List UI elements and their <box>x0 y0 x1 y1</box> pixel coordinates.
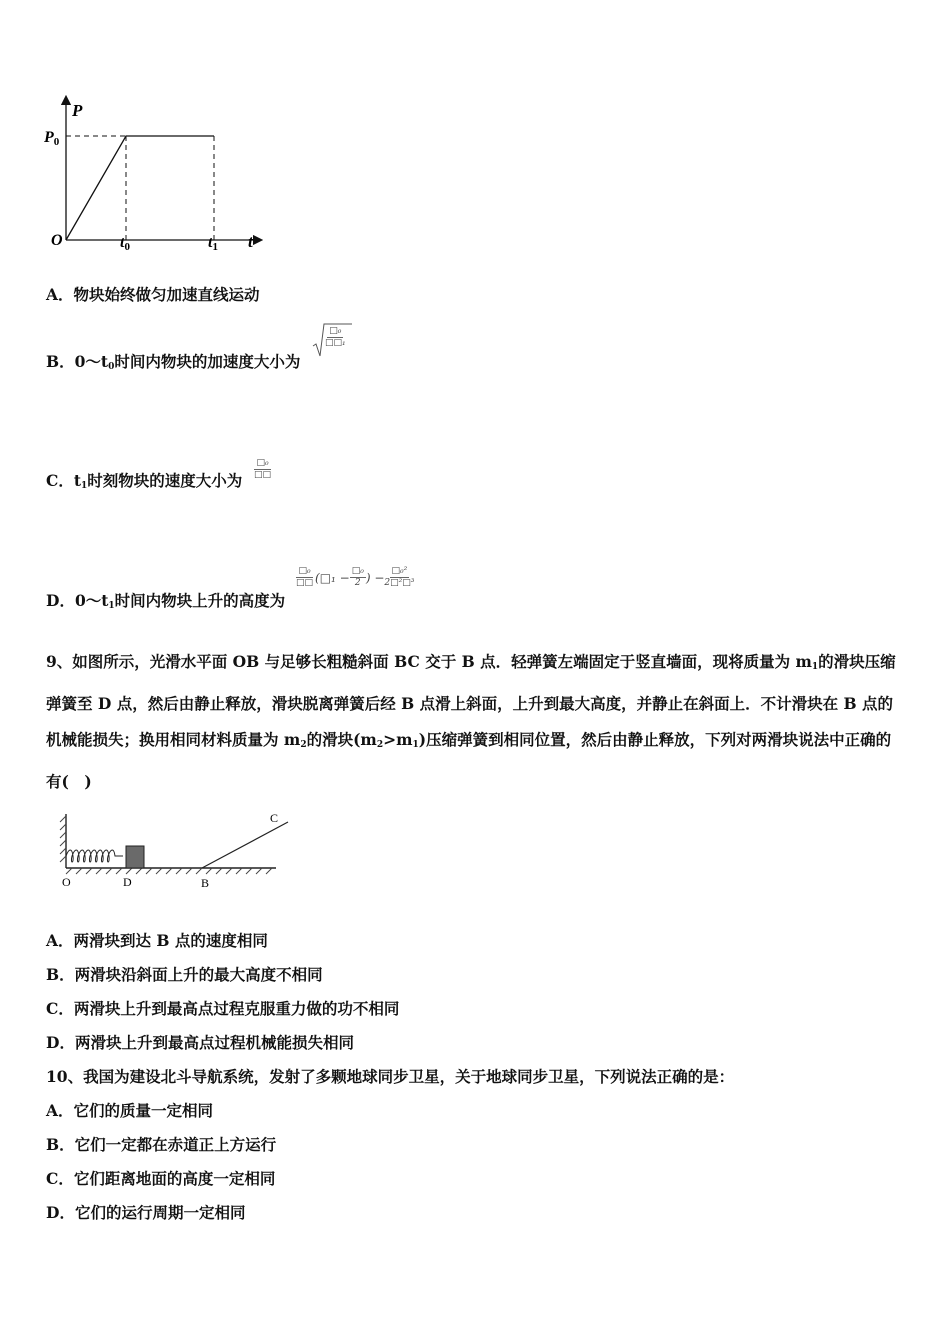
q9-stem: 9、如图所示，光滑水平面 OB 与足够长粗糙斜面 BC 交于 B 点．轻弹簧左端固定于竖直墙面，现将质量为 $m_1$的滑块压缩弹簧至 D 点，然后由静止释放，滑块脱离弹簧后经 B 点滑上斜面，上升到最大高度，并静止在斜面上．不计滑块在 B 点的机械能损失；换用相同材料质量为 $m_2$的滑块$(m_2>m_1)$压缩弹簧到相同位置，然后由静止释放，下列对两滑块说法中正确的有( ) <box>46 652 896 791</box>
q8-formula-d: $\frac{\text{□₀}}{□□}$ (□₁ − $\frac{\text{□₀}}{2}$ ) − $\frac{\text{□₀²}}{\text{2□²□³}}$ <box>296 566 415 588</box>
x-axis-label: t <box>248 232 253 251</box>
q10-option-c: C．它们距离地面的高度一定相同 <box>46 1169 276 1188</box>
q9-option-d: D．两滑块上升到最高点过程机械能损失相同 <box>46 1033 354 1052</box>
q10-option-b: B．它们一定都在赤道正上方运行 <box>46 1135 277 1154</box>
q9-option-c: C．两滑块上升到最高点过程克服重力做的功不相同 <box>46 999 400 1018</box>
q8-option-a: A．物块始终做匀加速直线运动 <box>46 285 260 304</box>
y-axis-label: P <box>72 101 83 120</box>
q9-option-b: B．两滑块沿斜面上升的最大高度不相同 <box>46 965 323 984</box>
power-curve <box>66 136 214 240</box>
slider-block <box>126 846 144 868</box>
power-time-graph <box>40 92 280 257</box>
label-d: D <box>123 875 132 889</box>
q8-option-b: B．$0\sim t_0$时间内物块的加速度大小为 <box>46 352 301 372</box>
t1-label: t1 <box>208 234 218 253</box>
p0-label: P0 <box>44 129 60 148</box>
q10-stem: 10、我国为建设北斗导航系统，发射了多颗地球同步卫星，关于地球同步卫星，下列说法正确的是： <box>46 1067 735 1086</box>
q10-option-a: A．它们的质量一定相同 <box>46 1101 214 1120</box>
label-b: B <box>201 876 210 890</box>
label-o: O <box>62 875 71 889</box>
spring-incline-diagram <box>54 806 294 892</box>
label-c: C <box>270 811 279 825</box>
spring <box>66 850 123 862</box>
q8-formula-c: $\frac{\text{□₀}}{□□}$ <box>254 458 272 480</box>
q8-option-d: D．$0\sim t_1$时间内物块上升的高度为 <box>46 591 286 611</box>
q8-option-c: C．$t_1$时刻物块的速度大小为 <box>46 471 243 491</box>
wall-hatch <box>60 816 66 862</box>
ground-hatch <box>66 868 272 874</box>
incline-bc <box>202 822 288 868</box>
q10-option-d: D．它们的运行周期一定相同 <box>46 1203 246 1222</box>
t0-label: t0 <box>120 234 130 253</box>
origin-label: O <box>51 232 63 249</box>
q9-option-a: A．两滑块到达 B 点的速度相同 <box>46 931 268 950</box>
